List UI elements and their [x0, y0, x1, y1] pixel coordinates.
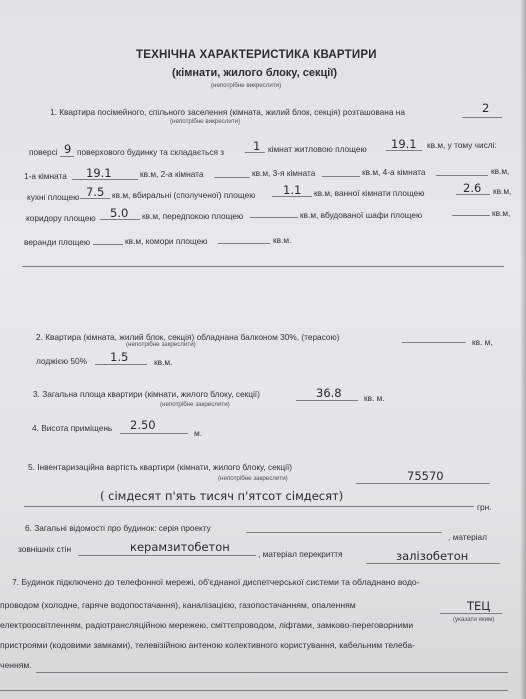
s1-room4-unit: кв.м,	[491, 166, 510, 176]
s5-note: (непотрібне закреслити)	[218, 475, 288, 482]
s2-unit: кв. м,	[472, 337, 493, 347]
s1-incl-label: кв.м, у тому числі:	[427, 140, 497, 150]
s3-text: 3. Загальна площа квартири (кімнати, жилого блоку, секції)	[33, 389, 260, 399]
s1-kitchen-label: кухні площею	[27, 192, 80, 202]
s6-text: 6. Загальні відомості про будинок: серія проекту	[25, 523, 211, 533]
s1-corridor-label: коридору площею	[26, 213, 96, 223]
document-subtitle: (кімнати, жилого блоку, секції)	[172, 67, 338, 79]
s3-note: (непотрібне закреслити)	[160, 401, 230, 408]
s1-building-label: поверхового будинку та складається з	[77, 147, 225, 157]
s1-floors-total: 9	[64, 142, 72, 156]
s6-walls: керамзитобетон	[130, 540, 230, 554]
s5-value: 75570	[407, 469, 444, 483]
s1-wardrobe-unit: кв.м,	[492, 208, 511, 218]
header-note: (непотрібне викреслити)	[211, 82, 282, 89]
s7-line4: пристроями (кодовими замками), телевізійною антеною колективного користування, кабельним телеба-	[0, 640, 415, 650]
s7-line2: проводом (холодне, гаряче водопостачання), каналізацією, газопостачанням, опаленням	[0, 600, 356, 610]
s3-unit: кв. м.	[364, 393, 385, 403]
s3-value: 36.8	[316, 386, 342, 400]
s1-kitchen: 7.5	[86, 185, 105, 199]
s1-floor-label: поверсі	[29, 147, 58, 157]
s1-wardrobe-label: кв.м, вбудованої шафи площею	[300, 210, 423, 220]
s7-line5: ченням.	[0, 660, 32, 670]
page-edge-shadow	[520, 0, 526, 699]
s4-value: 2.50	[130, 418, 156, 432]
s2-note: (непотрібне закреслити)	[126, 341, 196, 348]
s6-material-label: , матеріал	[448, 532, 487, 542]
s1-living-label: кімнат житловою площею	[268, 144, 367, 154]
s1-toilet-label: кв.м, вбиральні (сполученої) площею	[112, 190, 256, 200]
s7-note: (указати яким)	[453, 616, 495, 623]
s1-room1: 19.1	[86, 166, 112, 180]
s1-room3-label: кв.м, 3-я кімната	[252, 168, 316, 178]
s7-line1: 7. Будинок підключено до телефонної мережі, об'єднаної диспетчерської системи та обладнано водо-	[12, 577, 420, 587]
s1-toilet: 1.1	[283, 183, 302, 197]
s5-unit: грн.	[477, 502, 492, 512]
s1-storage-label: кв.м, комори площею	[125, 236, 208, 246]
s2-text: 2. Квартира (кімната, жилий блок, секція) обладнана балконом 30%, (терасою)	[36, 332, 340, 342]
s1-bath-label: кв.м, ванної кімнати площею	[314, 188, 425, 198]
s2-loggia-unit: кв.м.	[154, 357, 173, 367]
s1-bath-unit: кв.м,	[493, 186, 512, 196]
s7-line3: електроосвітленням, радіотрансляційною мережею, сміттєпроводом, ліфтами, замково-переговорними	[0, 620, 414, 630]
s1-line1-text: 1. Квартира посімейного, спільного заселення (кімната, жилий блок, секція) розташована на	[50, 107, 405, 117]
s1-room1-label: 1-а кімната	[24, 171, 67, 181]
s1-floor-value: 2	[482, 101, 490, 115]
s4-unit: м.	[194, 428, 203, 438]
s1-veranda-label: веранди площею	[24, 237, 91, 247]
s6-ceiling-label: , матеріал перекриття	[258, 549, 343, 559]
s5-text: 5. Інвентаризаційна вартість квартири (кімнати, жилого блоку, секції)	[28, 462, 293, 472]
s2-loggia-label: лоджією 50%	[36, 356, 87, 366]
s1-storage-unit: кв.м.	[273, 235, 292, 245]
s1-room4-label: кв.м, 4-а кімната	[362, 167, 426, 177]
s1-bathroom: 2.6	[463, 181, 482, 195]
s2-loggia: 1.5	[110, 350, 129, 364]
s1-room2-label: кв.м, 2-а кімната	[140, 169, 204, 179]
s1-rooms-count: 1	[253, 139, 261, 153]
s6-ceiling: залізобетон	[396, 549, 469, 563]
s1-hall-label: кв.м, передпокою площею	[142, 211, 244, 221]
s1-note: (непотрібне викреслити)	[170, 118, 241, 125]
s1-living-area: 19.1	[391, 137, 417, 151]
s5-words: ( сімдесят п'ять тисяч п'ятсот сімдесят)	[100, 489, 344, 503]
s4-text: 4. Висота приміщень	[32, 423, 113, 433]
s6-walls-label: зовнішніх стін	[18, 544, 72, 554]
s1-corridor: 5.0	[110, 206, 129, 220]
document-title: ТЕХНІЧНА ХАРАКТЕРИСТИКА КВАРТИРИ	[136, 49, 377, 61]
s7-heating: ТЕЦ	[467, 599, 491, 613]
